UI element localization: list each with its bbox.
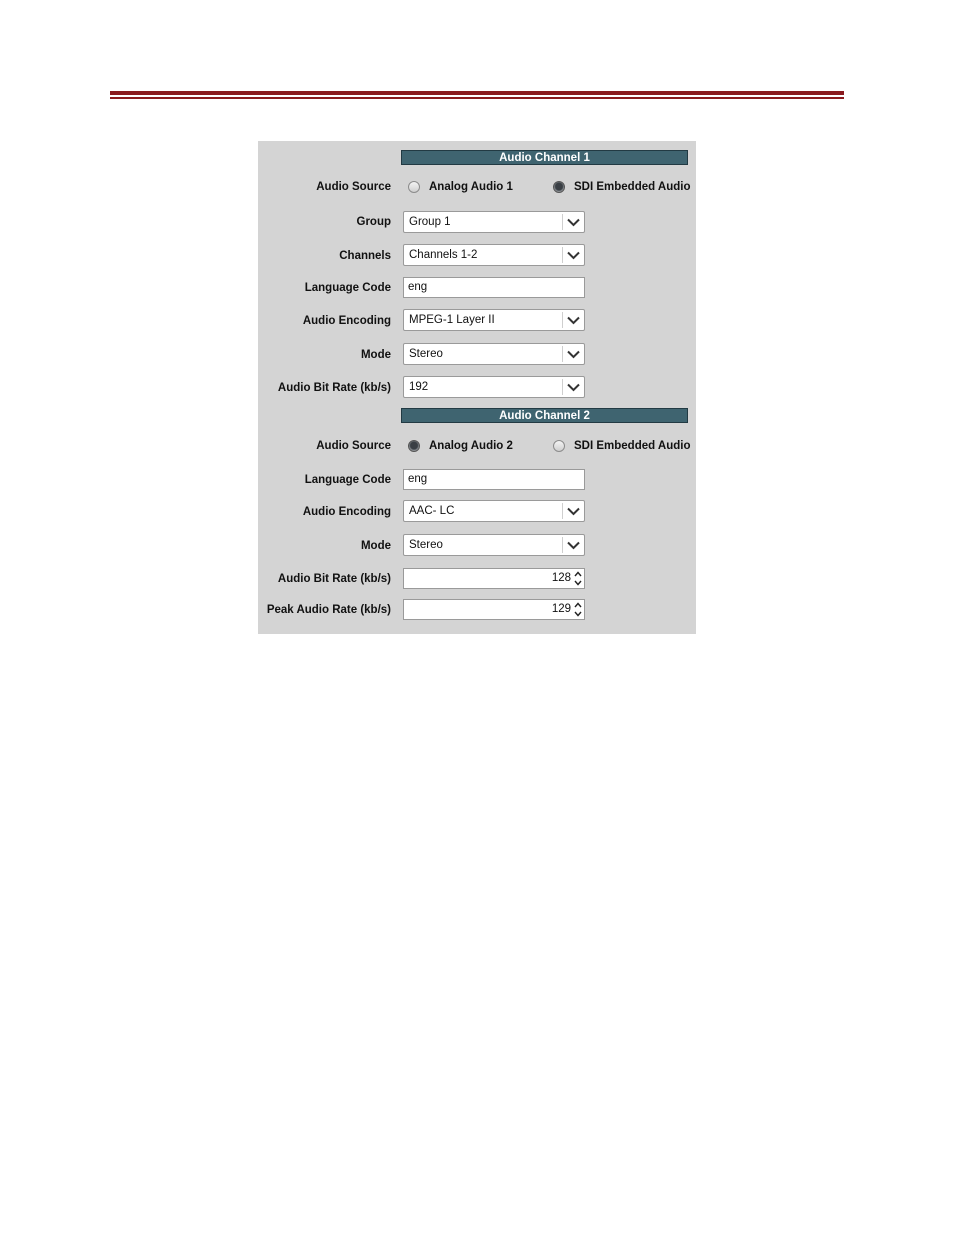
radio-off-icon (553, 440, 565, 452)
chevron-down-icon[interactable] (562, 379, 584, 395)
audio-settings-panel (258, 141, 696, 634)
channel1-channels-select[interactable] (403, 244, 585, 266)
channel2-language-label: Language Code (304, 474, 391, 486)
channel2-audio-source-label: Audio Source (316, 440, 391, 452)
chevron-down-icon[interactable] (562, 346, 584, 362)
channel1-radio-sdi-label: SDI Embedded Audio (574, 181, 691, 193)
channel2-language-input[interactable] (403, 469, 585, 490)
spinner-buttons (573, 570, 583, 587)
channel2-bitrate-label: Audio Bit Rate (kb/s) (277, 573, 391, 585)
channel2-radio-analog-label: Analog Audio 2 (429, 440, 513, 452)
channel2-mode-value: Stereo (409, 539, 443, 551)
chevron-down-icon[interactable] (562, 537, 584, 553)
channel1-channels-label: Channels (339, 250, 391, 262)
radio-on-icon (408, 440, 420, 452)
channel1-language-input[interactable] (403, 277, 585, 298)
channel1-encoding-label: Audio Encoding (302, 315, 391, 327)
channel1-radio-analog-label: Analog Audio 1 (429, 181, 513, 193)
channel2-radio-analog[interactable] (408, 438, 513, 454)
channel1-encoding-select[interactable] (403, 309, 585, 331)
chevron-down-icon[interactable] (562, 503, 584, 519)
spin-up-icon[interactable] (573, 570, 583, 578)
chevron-down-icon[interactable] (562, 312, 584, 328)
channel1-bitrate-select[interactable] (403, 376, 585, 398)
channel1-encoding-value: MPEG-1 Layer II (409, 314, 495, 326)
channel2-mode-label: Mode (360, 540, 391, 552)
channel1-group-label: Group (356, 216, 391, 228)
channel1-radio-sdi[interactable] (553, 179, 691, 195)
spinner-buttons (573, 601, 583, 618)
spin-down-icon[interactable] (573, 579, 583, 587)
header-rule-top (110, 91, 844, 95)
channel2-encoding-label: Audio Encoding (302, 506, 391, 518)
channel2-peak-spinner[interactable] (403, 599, 585, 620)
channel2-mode-select[interactable] (403, 534, 585, 556)
channel1-mode-label: Mode (360, 349, 391, 361)
channel1-bitrate-value: 192 (409, 381, 429, 393)
channel1-mode-select[interactable] (403, 343, 585, 365)
channel2-bitrate-spinner[interactable] (403, 568, 585, 589)
channel2-radio-sdi[interactable] (553, 438, 691, 454)
channel2-encoding-value: AAC- LC (409, 505, 455, 517)
channel1-radio-analog[interactable] (408, 179, 513, 195)
chevron-down-icon[interactable] (562, 247, 584, 263)
channel2-header: Audio Channel 2 (401, 408, 688, 423)
channel1-audio-source-label: Audio Source (316, 181, 391, 193)
channel1-channels-value: Channels 1-2 (409, 249, 478, 261)
spin-up-icon[interactable] (573, 601, 583, 609)
channel2-language-value: eng (408, 473, 428, 485)
channel1-bitrate-label: Audio Bit Rate (kb/s) (277, 382, 391, 394)
channel2-encoding-select[interactable] (403, 500, 585, 522)
channel1-language-value: eng (408, 281, 428, 293)
channel1-header: Audio Channel 1 (401, 150, 688, 165)
radio-off-icon (408, 181, 420, 193)
channel1-group-value: Group 1 (409, 216, 451, 228)
channel1-language-label: Language Code (304, 282, 391, 294)
header-rule-bottom (110, 97, 844, 99)
channel2-bitrate-value: 128 (551, 572, 571, 584)
channel1-group-select[interactable] (403, 211, 585, 233)
channel2-radio-sdi-label: SDI Embedded Audio (574, 440, 691, 452)
radio-on-icon (553, 181, 565, 193)
channel2-peak-value: 129 (551, 603, 571, 615)
channel2-peak-label: Peak Audio Rate (kb/s) (266, 604, 391, 616)
chevron-down-icon[interactable] (562, 214, 584, 230)
channel1-mode-value: Stereo (409, 348, 443, 360)
spin-down-icon[interactable] (573, 610, 583, 618)
